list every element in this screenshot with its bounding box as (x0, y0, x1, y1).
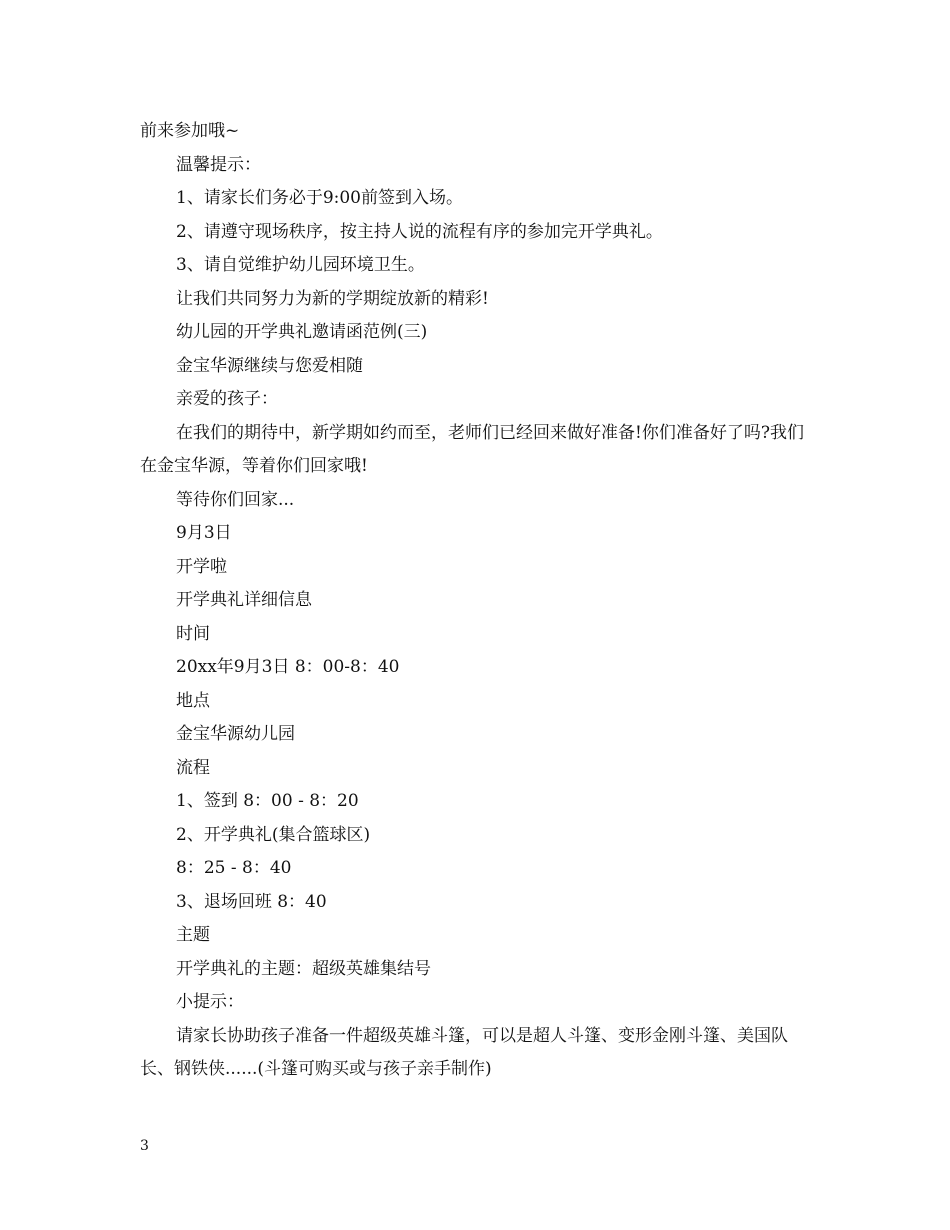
list-item: 8：25 - 8：40 (176, 858, 292, 878)
salutation: 亲爱的孩子： (176, 389, 278, 409)
section-heading: 幼儿园的开学典礼邀请函范例(三) (176, 322, 428, 342)
paragraph: 开学典礼详细信息 (176, 590, 312, 610)
page-number: 3 (140, 1138, 149, 1154)
info-label: 小提示： (176, 992, 244, 1012)
list-item: 3、退场回班 8：40 (176, 891, 327, 912)
paragraph: 等待你们回家... (176, 489, 295, 510)
list-item: 2、开学典礼(集合篮球区) (176, 824, 371, 845)
paragraph: 让我们共同努力为新的学期绽放新的精彩! (176, 288, 489, 309)
paragraph: 前来参加哦~ (140, 121, 240, 141)
paragraph: 请家长协助孩子准备一件超级英雄斗篷，可以是超人斗篷、变形金刚斗篷、美国队长、钢铁侠......(斗篷可购买或与孩子亲手制作) (140, 1025, 788, 1079)
info-label: 主题 (176, 925, 210, 945)
list-item: 1、签到 8：00 - 8：20 (176, 791, 359, 811)
paragraph: 3、请自觉维护幼儿园环境卫生。 (176, 255, 425, 275)
info-value: 20xx年9月3日 8：00-8：40 (176, 657, 400, 677)
paragraph: 2、请遵守现场秩序，按主持人说的流程有序的参加完开学典礼。 (176, 221, 663, 242)
paragraph: 1、请家长们务必于9:00前签到入场。 (176, 188, 463, 208)
info-label: 时间 (176, 623, 210, 644)
document-body (140, 115, 820, 1087)
paragraph: 温馨提示： (176, 154, 261, 175)
info-value: 开学典礼的主题：超级英雄集结号 (176, 958, 431, 979)
paragraph: 开学啦 (176, 556, 227, 577)
paragraph: 金宝华源继续与您爱相随 (176, 355, 363, 376)
paragraph: 9月3日 (176, 523, 232, 543)
info-label: 地点 (176, 690, 210, 711)
info-label: 流程 (176, 757, 210, 778)
paragraph: 在我们的期待中，新学期如约而至，老师们已经回来做好准备!你们准备好了吗?我们在金宝华源，等着你们回家哦! (140, 422, 804, 476)
info-value: 金宝华源幼儿园 (176, 724, 295, 744)
